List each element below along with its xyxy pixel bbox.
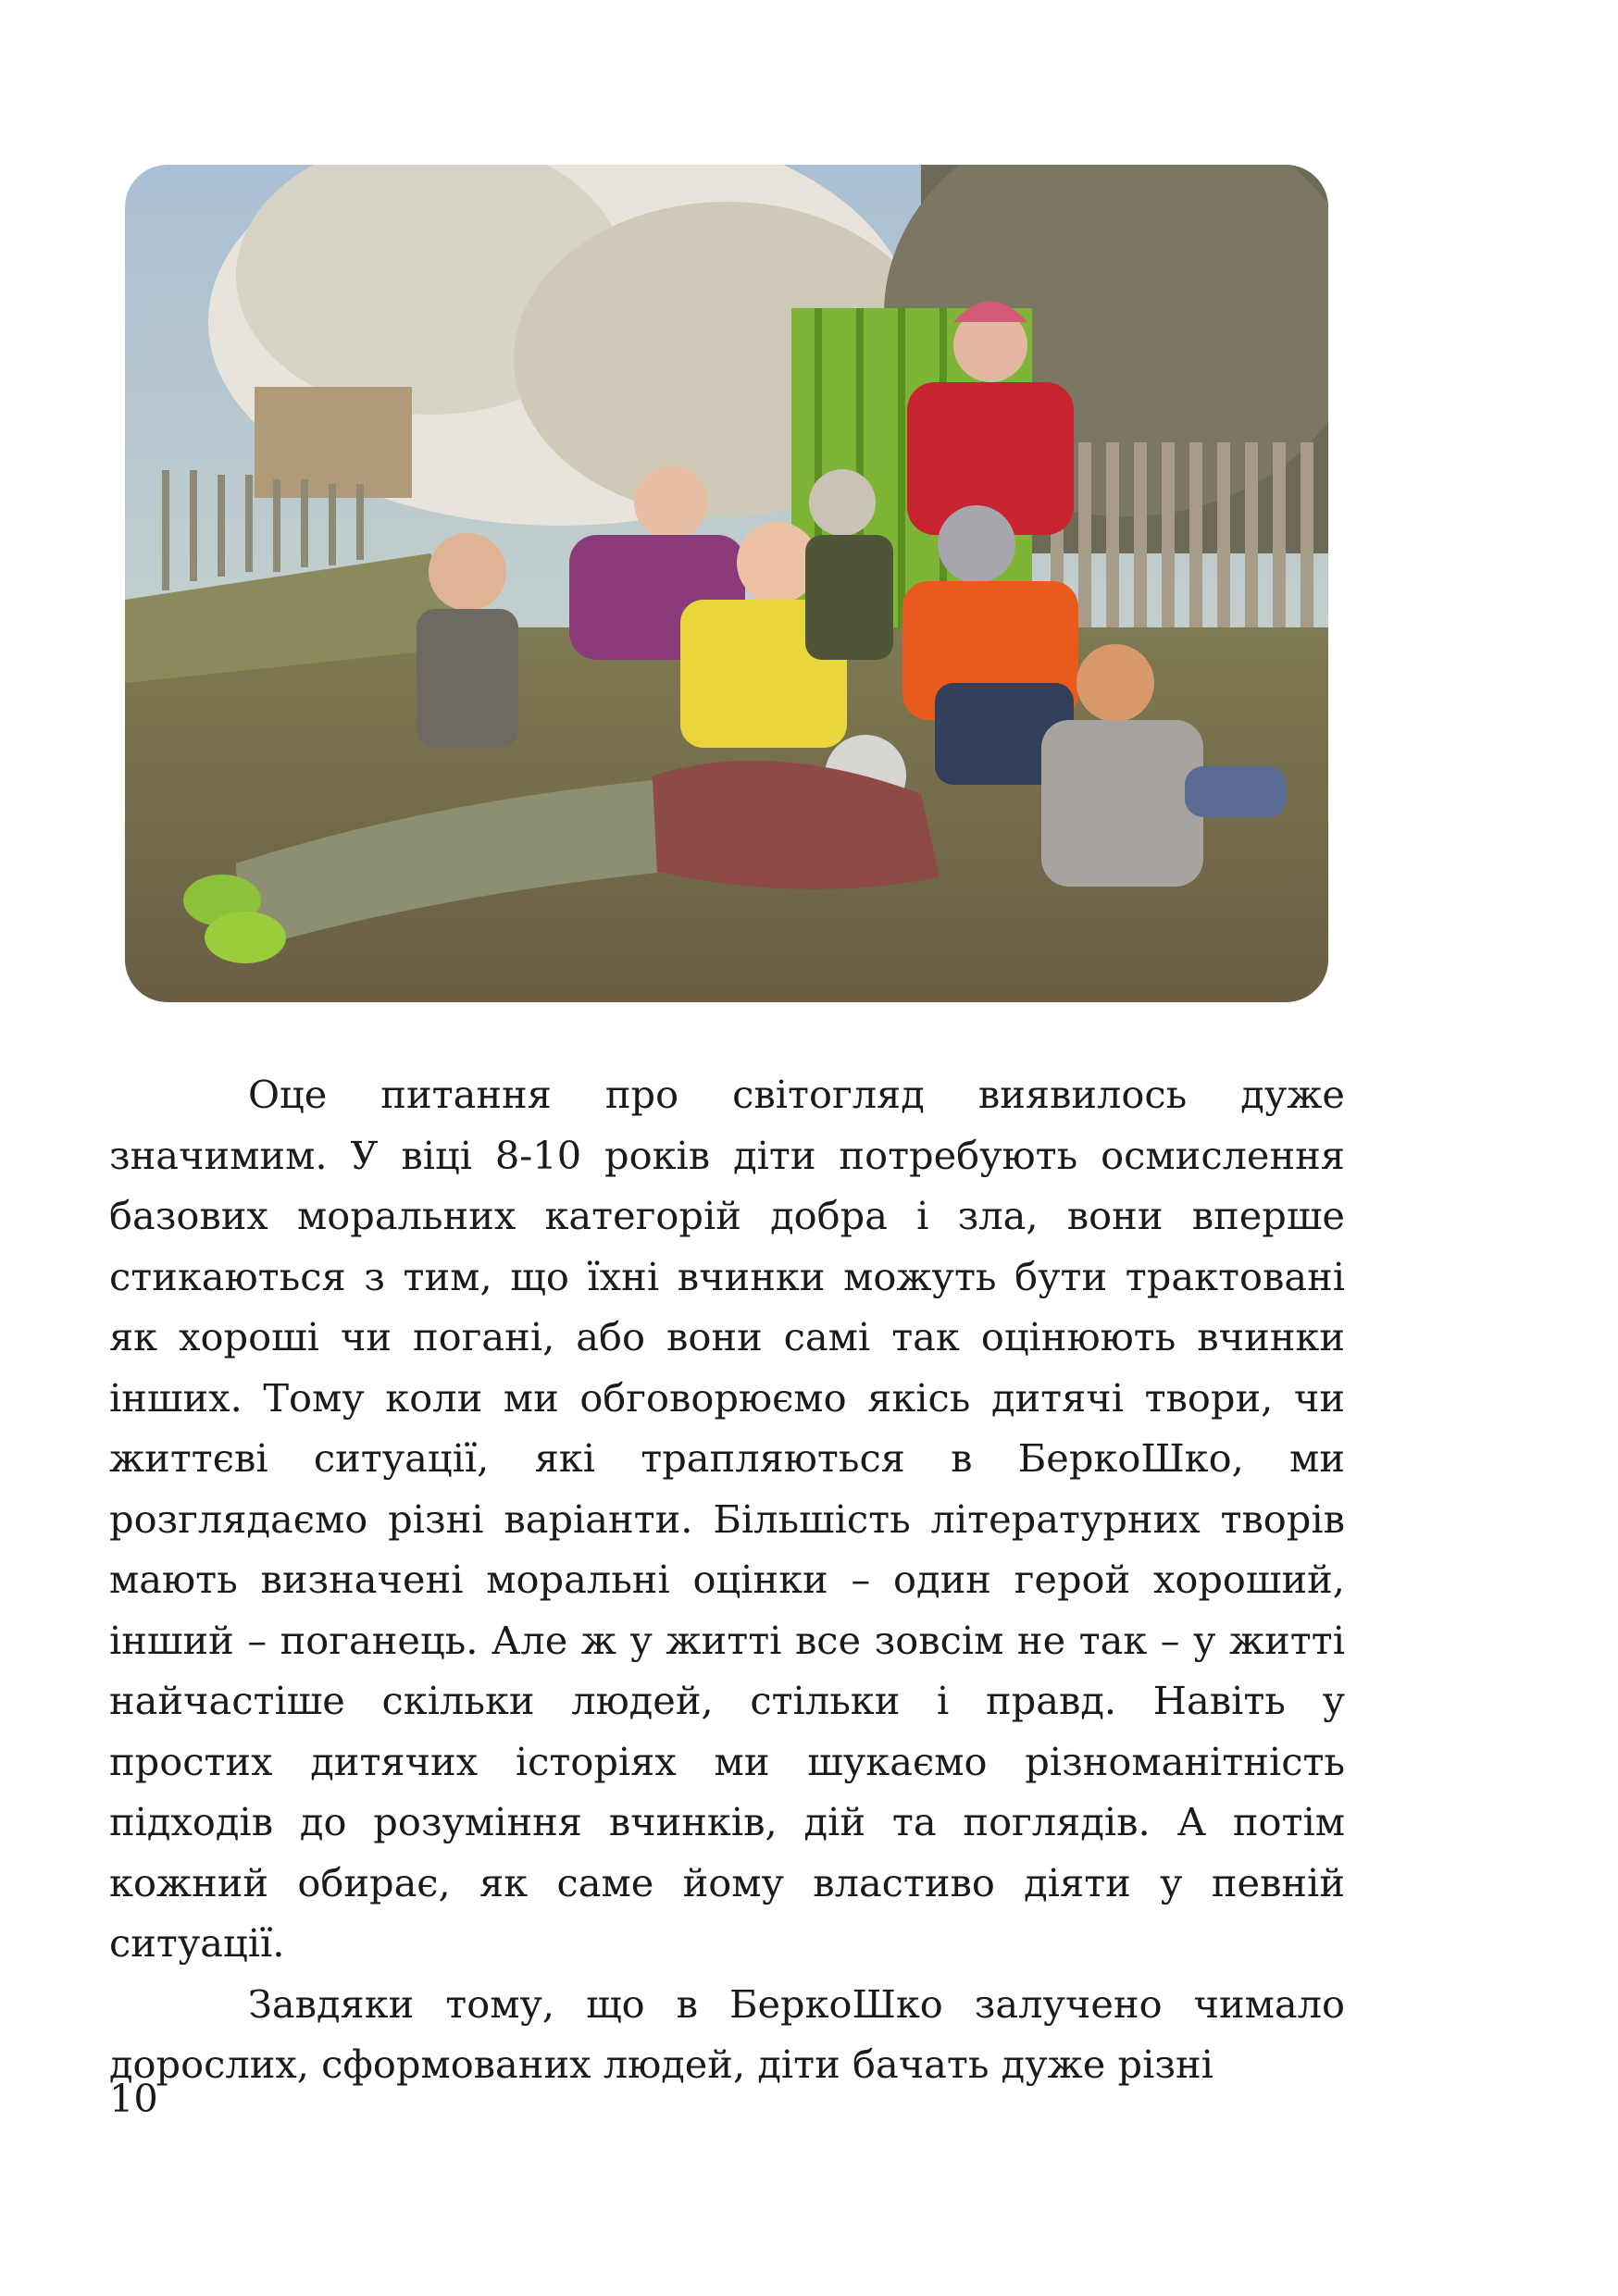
- paragraph: Оце питання про світогляд виявилось дуже значимим. У віці 8-10 років діти потребують осмислення базових моральних категорій добра і зла, вони вперше стикаються з тим, що їхні вчинки можуть бути трактовані як хороші чи погані, або вони самі так оцінюють вчинки інших. Тому коли ми обговорюємо якісь дитячі твори, чи життєві ситуації, які трапляються в БеркоШко, ми розглядаємо різні варіанти. Більшість літературних творів мають визначені моральні оцінки – один герой хороший, інший – поганець. Але ж у житті все зовсім не так – у житті найчастіше скільки людей, стільки і правд. Навіть у простих дитячих історіях ми шукаємо різноманітність підходів до розуміння вчинків, дій та поглядів. А потім кожний обирає, як саме йому властиво діяти у певній ситуації.: [109, 1072, 1345, 1966]
- page-number: 10: [109, 2076, 158, 2121]
- body-text: [109, 1064, 1345, 2095]
- children-group-photo: [125, 165, 1328, 1002]
- photo-illustration: [125, 165, 1328, 1002]
- paragraph: Завдяки тому, що в БеркоШко залучено чимало дорослих, сформованих людей, діти бачать дуже різні: [109, 1980, 1345, 2087]
